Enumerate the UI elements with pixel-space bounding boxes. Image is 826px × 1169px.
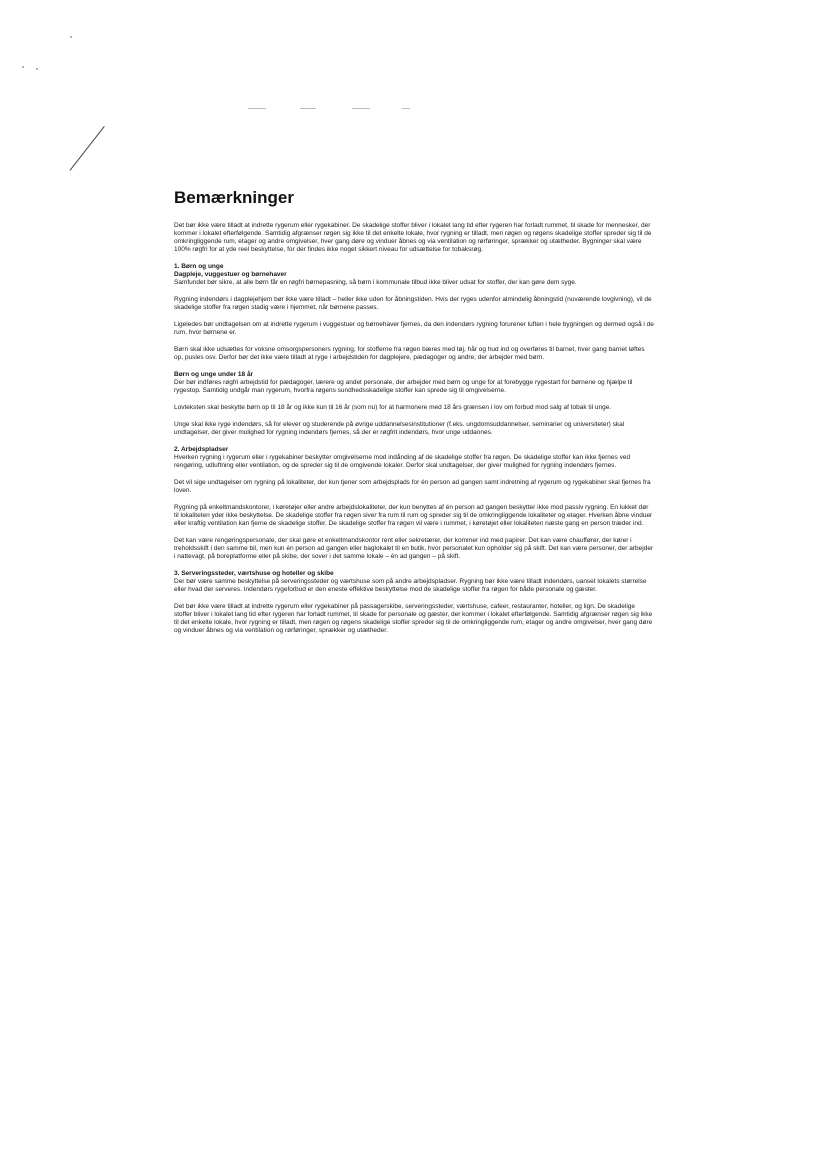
- scan-speck: [22, 66, 24, 68]
- section-lead-paragraph: Hverken rygning i rygerum eller i rygekabiner beskytter omgivelserne mod indånding af de skadelige stoffer fra røgen. De skadelige stoffer kan ikke fjernes ved rengøring, udluftning eller ventilation, og de spreder sig til de omgivende lokaler. Derfor skal undtagelser, der giver mulighed for rygning indendørs fjernes.: [174, 454, 631, 469]
- section-paragraph: Det vil sige undtagelser om rygning på lokaliteter, der kun tjener som arbejdsplads for én person ad gangen samt indretning af rygerum og rygekabiner skal fjernes fra loven.: [174, 479, 651, 494]
- section-heading: 3. Serveringssteder, værtshuse og hoteller og skibe: [174, 570, 334, 577]
- section-paragraph: Lovteksten skal beskytte børn op til 18 år og ikke kun til 16 år (som nu) for at harmonere med 18 års grænsen i lov om forbud mod salg af tobak til unge.: [174, 404, 612, 411]
- section-subheading: Dagpleje, vuggestuer og børnehaver: [174, 271, 287, 278]
- section: [174, 446, 654, 561]
- section-paragraph: Unge skal ikke ryge indendørs, så for elever og studerende på øvrige uddannelsesinstitutioner (f.eks. ungdomsuddannelser, seminarier og universiteter) skal undtagelser, der giver mulighed for rygning indendørs fjernes, så der er røgfrit indendørs, hvor unge uddannes.: [174, 421, 625, 436]
- section-paragraph: Rygning på enkeltmandskontorer, i køretøjer eller andre arbejdslokaliteter, der kun benyttes af én person ad gangen beskytter ikke mod passiv rygning. En lukket dør til lokaliteten yder ikke beskyttelse. De skadelige stoffer fra røgen siver fra rum til rum og spreder sig til de omkringliggende lokaliteter og etager. Hverken åbne vinduer eller kraftig ventilation kan fjerne de skadelige stoffer. De skadelige stoffer fra røgen vil være i rummet, i køretøjet eller lokaliteten næste gang en person træder ind.: [174, 504, 653, 527]
- scan-mark: [70, 126, 105, 171]
- section-paragraph: Ligeledes bør undtagelsen om at indrette rygerum i vuggestuer og børnehaver fjernes, da den indendørs rygning forurener luften i hele bygningen og dermed også i de rum, hvor børnene er.: [174, 321, 654, 336]
- scan-dash: [300, 108, 316, 109]
- sections-container: [174, 263, 654, 635]
- section: [174, 371, 654, 437]
- section-heading: Børn og unge under 18 år: [174, 371, 254, 378]
- scan-dash: [352, 108, 370, 109]
- section-lead-paragraph: Der bør være samme beskyttelse på serveringssteder og værtshuse som på andre arbejdspladser. Rygning bør ikke være tilladt indendørs, uanset lokalets størrelse eller hvad der serveres. Indendørs rygeforbud er den eneste effektive beskyttelse mod de skadelige stoffer fra røgen for både personale og gæster.: [174, 578, 647, 593]
- intro-paragraph: Det bør ikke være tilladt at indrette rygerum eller rygekabiner. De skadelige stoffer bliver i lokalet lang tid efter rygeren har forladt rummet, til skade for mennesker, der kommer i lokalet efterfølgende. Samtidig afgrænser røgen sig ikke til det enkelte lokale, hvor rygning er tilladt, men røgen og røgens skadelige stoffer spreder sig til de omkringliggende rum, etager og andre omgivelser, hver gang døre og vinduer åbnes og via ventilation og rørføringer, sprækker og utætheder. Bygninger skal være 100% røgfri for at yde reel beskyttelse, for der findes ikke noget sikkert niveau for udsættelse for tobaksrøg.: [174, 222, 652, 253]
- scan-dash: [402, 108, 410, 109]
- section-lead-paragraph: Der bør indføres røgfri arbejdstid for pædagoger, lærere og andet personale, der arbejder med børn og unge for at forebygge rygestart for børnene og hjælpe til rygestop. Samtidig undgår man rygerum, hvorfra røgens sundhedsskadelige stoffer kan sprede sig til omgivelserne.: [174, 379, 633, 394]
- section-heading: 1. Børn og unge: [174, 263, 224, 270]
- section-paragraph: Børn skal ikke udsættes for voksne omsorgspersoners rygning, for stofferne fra røgen bæres med tøj, hår og hud ind og overføres til barnet, hver gang barnet løftes op, pusles osv. Derfor bør det ikke være tilladt at ryge i arbejdstiden for dagplejere, pædagoger og andre, der arbejder med børn.: [174, 346, 645, 361]
- section-paragraph: Det kan være rengøringspersonale, der skal gøre et enkeltmandskontor rent eller sekretærer, der kommer ind med papirer. Det kan være chauffører, der kører i treholdsskift i den samme bil, men kun én person ad gangen eller baglokalet til en butik, hvor personalet kun opholder sig på skift. Det kan være personer, der arbejder i nattevagt, på boreplatforme eller på skibe, der sover i det samme lokale – én ad gangen – på skift.: [174, 537, 654, 560]
- section: [174, 263, 654, 362]
- section-lead-paragraph: Samfundet bør sikre, at alle børn får en røgfri børnepasning, så børn i kommunale tilbud ikke bliver udsat for stoffer, der kan gøre dem syge.: [174, 279, 577, 286]
- section: [174, 570, 654, 635]
- document-body: [174, 188, 654, 644]
- scan-speck: [36, 68, 38, 70]
- section-heading: 2. Arbejdspladser: [174, 446, 229, 453]
- section-paragraph: Rygning indendørs i dagplejehjem bør ikke være tilladt – heller ikke uden for åbningstiden. Hvis der ryges udenfor almindelig åbningstid (nuværende lovgivning), vil de skadelige stoffer fra røgen stadig være i hjemmet, når børnene passes.: [174, 296, 652, 311]
- document-title: Bemærkninger: [174, 188, 294, 207]
- scan-dash: [248, 108, 266, 109]
- scan-speck: [70, 36, 72, 38]
- section-paragraph: Det bør ikke være tilladt at indrette rygerum eller rygekabiner på passagerskibe, serveringssteder, værtshuse, cafeer, restauranter, hoteller, og lign. De skadelige stoffer bliver i lokalet lang tid efter rygeren har forladt rummet, til skade for personale og gæster, der kommer i lokalet efterfølgende. Samtidig afgrænser røgen sig ikke til det enkelte lokale, hvor rygning er tilladt, men røgen og røgens skadelige stoffer spreder sig til de omkringliggende rum, etager og andre omgivelser, hver gang døre og vinduer åbnes og via ventilation og rørføringer, sprækker og utætheder.: [174, 603, 653, 634]
